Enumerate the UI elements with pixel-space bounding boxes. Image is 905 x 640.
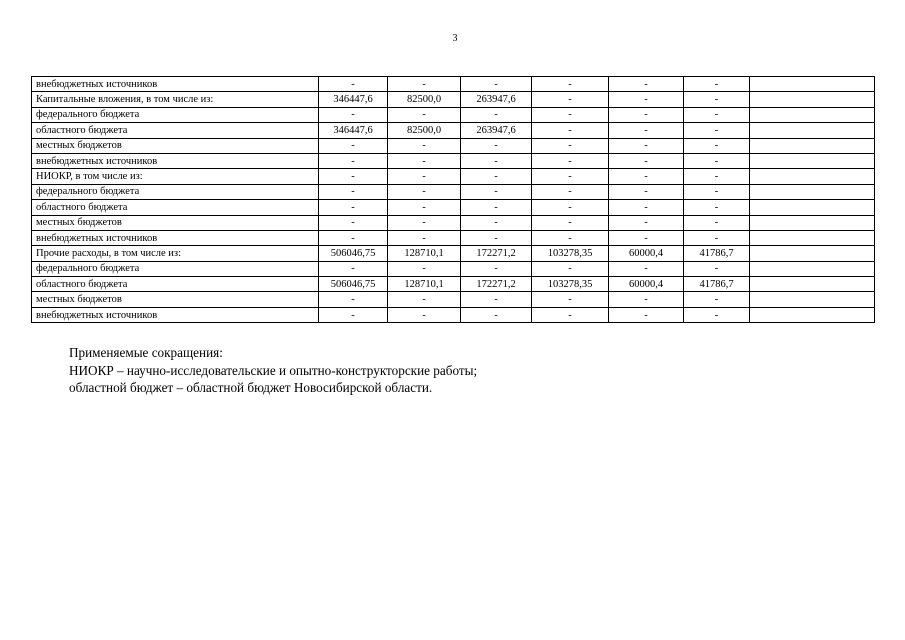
value-cell: - — [609, 230, 684, 245]
value-cell: 172271,2 — [461, 277, 532, 292]
value-cell — [750, 246, 875, 261]
value-cell: - — [319, 169, 388, 184]
row-label: внебюджетных источников — [32, 230, 319, 245]
table-row — [32, 153, 875, 168]
value-cell: - — [609, 169, 684, 184]
value-cell: - — [388, 169, 461, 184]
table-row — [32, 77, 875, 92]
table-row — [32, 277, 875, 292]
row-label: Прочие расходы, в том числе из: — [32, 246, 319, 261]
value-cell: - — [388, 307, 461, 322]
page-number: 3 — [452, 33, 458, 44]
value-cell: - — [684, 138, 750, 153]
row-label: НИОКР, в том числе из: — [32, 169, 319, 184]
table-row — [32, 200, 875, 215]
value-cell: - — [609, 215, 684, 230]
value-cell: - — [684, 307, 750, 322]
table-row — [32, 261, 875, 276]
value-cell: - — [609, 123, 684, 138]
table-row — [32, 307, 875, 322]
table-row — [32, 184, 875, 199]
value-cell: - — [609, 261, 684, 276]
table-row — [32, 138, 875, 153]
value-cell: - — [388, 77, 461, 92]
budget-table-body — [32, 77, 875, 323]
value-cell: 346447,6 — [319, 123, 388, 138]
value-cell: - — [609, 92, 684, 107]
value-cell — [750, 77, 875, 92]
value-cell: - — [609, 77, 684, 92]
value-cell: - — [609, 153, 684, 168]
value-cell: - — [388, 184, 461, 199]
value-cell: - — [461, 215, 532, 230]
value-cell: - — [319, 215, 388, 230]
value-cell: 263947,6 — [461, 123, 532, 138]
value-cell: - — [461, 292, 532, 307]
row-label: Капитальные вложения, в том числе из: — [32, 92, 319, 107]
value-cell — [750, 169, 875, 184]
value-cell: - — [319, 184, 388, 199]
value-cell: - — [461, 169, 532, 184]
value-cell: - — [684, 153, 750, 168]
value-cell: - — [388, 107, 461, 122]
value-cell — [750, 153, 875, 168]
value-cell — [750, 292, 875, 307]
table-row — [32, 292, 875, 307]
value-cell: - — [532, 107, 609, 122]
row-label: местных бюджетов — [32, 292, 319, 307]
table-row — [32, 169, 875, 184]
value-cell: - — [684, 92, 750, 107]
value-cell — [750, 200, 875, 215]
value-cell: 82500,0 — [388, 123, 461, 138]
value-cell: 103278,35 — [532, 246, 609, 261]
value-cell: - — [388, 153, 461, 168]
value-cell — [750, 261, 875, 276]
value-cell: - — [532, 215, 609, 230]
budget-table — [31, 76, 875, 323]
value-cell — [750, 277, 875, 292]
value-cell: - — [684, 261, 750, 276]
value-cell: - — [461, 107, 532, 122]
value-cell: - — [684, 200, 750, 215]
abbreviation-regional-budget: областной бюджет – областной бюджет Новосибирской области. — [69, 380, 433, 395]
value-cell: - — [319, 200, 388, 215]
value-cell — [750, 107, 875, 122]
value-cell: - — [609, 107, 684, 122]
value-cell: - — [532, 153, 609, 168]
value-cell: - — [388, 200, 461, 215]
value-cell: 41786,7 — [684, 246, 750, 261]
value-cell: - — [609, 184, 684, 199]
value-cell — [750, 92, 875, 107]
value-cell: - — [461, 261, 532, 276]
value-cell: - — [532, 261, 609, 276]
value-cell: 41786,7 — [684, 277, 750, 292]
row-label: областного бюджета — [32, 123, 319, 138]
value-cell: - — [609, 307, 684, 322]
value-cell: - — [319, 230, 388, 245]
value-cell: - — [609, 200, 684, 215]
value-cell — [750, 230, 875, 245]
value-cell: - — [319, 261, 388, 276]
value-cell: - — [532, 92, 609, 107]
row-label: федерального бюджета — [32, 184, 319, 199]
value-cell: - — [461, 77, 532, 92]
row-label: местных бюджетов — [32, 138, 319, 153]
value-cell: - — [461, 184, 532, 199]
value-cell: - — [684, 215, 750, 230]
value-cell: - — [461, 200, 532, 215]
row-label: внебюджетных источников — [32, 77, 319, 92]
value-cell — [750, 123, 875, 138]
value-cell: - — [461, 230, 532, 245]
abbreviations-heading: Применяемые сокращения: — [69, 345, 223, 360]
abbreviation-niokr: НИОКР – научно-исследовательские и опытно-конструкторские работы; — [69, 362, 478, 378]
row-label: федерального бюджета — [32, 261, 319, 276]
value-cell: 103278,35 — [532, 277, 609, 292]
value-cell: - — [461, 307, 532, 322]
value-cell: - — [532, 138, 609, 153]
value-cell: - — [684, 169, 750, 184]
value-cell: - — [388, 215, 461, 230]
table-row — [32, 246, 875, 261]
value-cell: - — [684, 184, 750, 199]
value-cell: - — [532, 184, 609, 199]
value-cell — [750, 184, 875, 199]
table-row — [32, 92, 875, 107]
table-row — [32, 230, 875, 245]
row-label: внебюджетных источников — [32, 307, 319, 322]
table-row — [32, 107, 875, 122]
value-cell: 128710,1 — [388, 277, 461, 292]
value-cell: - — [609, 292, 684, 307]
value-cell: 60000,4 — [609, 277, 684, 292]
value-cell: - — [684, 107, 750, 122]
value-cell: - — [532, 169, 609, 184]
value-cell: - — [609, 138, 684, 153]
table-row — [32, 215, 875, 230]
value-cell: - — [461, 153, 532, 168]
row-label: федерального бюджета — [32, 107, 319, 122]
value-cell: 172271,2 — [461, 246, 532, 261]
row-label: местных бюджетов — [32, 215, 319, 230]
row-label: областного бюджета — [32, 200, 319, 215]
row-label: областного бюджета — [32, 277, 319, 292]
value-cell: - — [319, 292, 388, 307]
value-cell: - — [532, 292, 609, 307]
value-cell: - — [388, 292, 461, 307]
value-cell: - — [388, 261, 461, 276]
value-cell: - — [532, 200, 609, 215]
abbreviations-note — [69, 344, 477, 397]
value-cell: - — [532, 123, 609, 138]
value-cell: - — [388, 230, 461, 245]
value-cell: - — [684, 123, 750, 138]
value-cell: - — [319, 138, 388, 153]
value-cell: 60000,4 — [609, 246, 684, 261]
value-cell: - — [684, 230, 750, 245]
value-cell: - — [532, 230, 609, 245]
value-cell: 506046,75 — [319, 246, 388, 261]
value-cell: 128710,1 — [388, 246, 461, 261]
value-cell — [750, 138, 875, 153]
value-cell: - — [319, 107, 388, 122]
value-cell: - — [684, 77, 750, 92]
value-cell: 506046,75 — [319, 277, 388, 292]
value-cell: 82500,0 — [388, 92, 461, 107]
value-cell: - — [461, 138, 532, 153]
value-cell: 263947,6 — [461, 92, 532, 107]
value-cell: - — [684, 292, 750, 307]
value-cell: - — [319, 307, 388, 322]
value-cell: - — [532, 307, 609, 322]
value-cell: - — [388, 138, 461, 153]
row-label: внебюджетных источников — [32, 153, 319, 168]
value-cell: - — [532, 77, 609, 92]
value-cell — [750, 307, 875, 322]
value-cell — [750, 215, 875, 230]
table-row — [32, 123, 875, 138]
value-cell: - — [319, 77, 388, 92]
value-cell: 346447,6 — [319, 92, 388, 107]
value-cell: - — [319, 153, 388, 168]
